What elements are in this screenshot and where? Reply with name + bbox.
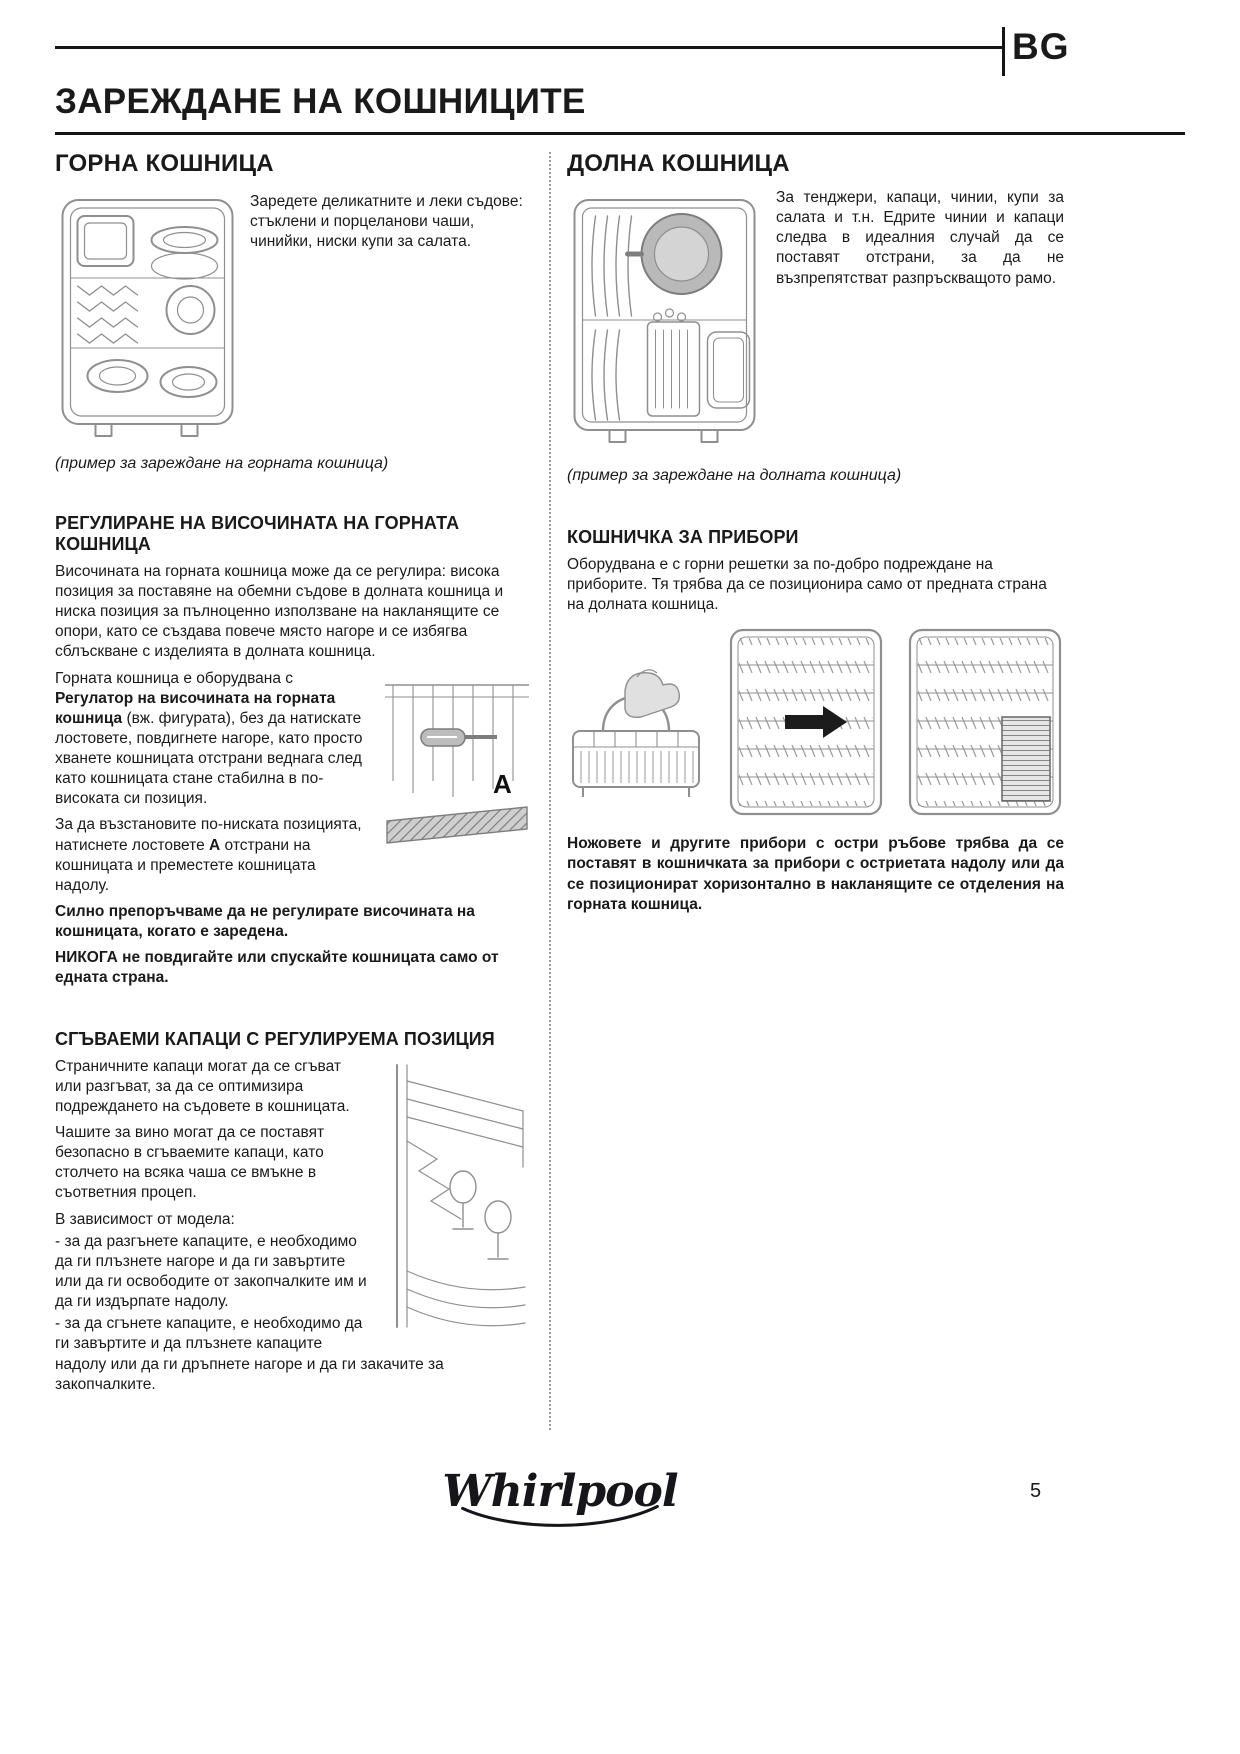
lower-basket-intro: За тенджери, капаци, чинии, купи за салата и т.н. Едрите чинии и капаци следва в идеалния случай да се поставят отстрани, за да не възпрепятстват разпръскващото рамо. (776, 189, 1064, 287)
cutlery-basket-intro: Оборудвана е с горни решетки за по-добро подреждане на приборите. Тя трябва да се позиционира само от предната страна на долната кошница. (567, 555, 1047, 614)
foldable-flaps-p2: Чашите за вино могат да се поставят безопасно в сгъваемите капаци, като столчето на всяка чаша се вмъкне в съответния процеп. (55, 1124, 325, 1202)
upper-basket-intro: Заредете деликатните и леки съдове: стъклени и порцеланови чаши, чинийки, ниски купи за салата. (250, 193, 523, 251)
p3-prefix: За да възстановите по-ниската позицията, натиснете лостовете (55, 816, 362, 854)
p2-bold-term: Регулатор на височината на горната кошница (55, 689, 336, 727)
left-column (55, 150, 533, 1401)
lower-basket-heading: ДОЛНА КОШНИЦА (567, 150, 790, 177)
figure-label-a: A (493, 768, 512, 799)
cutlery-rack-slide-figure (727, 625, 885, 820)
language-divider-bar (1002, 27, 1005, 76)
foldable-flaps-p1: Страничните капаци могат да се сгъват или разгъват, за да се оптимизира подреждането на съдовете в кошницата. (55, 1057, 350, 1115)
whirlpool-logo-text: Whirlpool (442, 1466, 678, 1517)
upper-basket-media (55, 188, 533, 446)
header-rule (55, 46, 1002, 49)
height-adjustment-warning2: НИКОГА не повдигайте или спускайте кошницата само от едната страна. (55, 949, 499, 987)
height-adjustment-figure (381, 671, 533, 859)
cutlery-figures-row (567, 625, 1064, 820)
foldable-flaps-item2: - за да сгънете капаците, е необходимо да ги завъртите и да плъзнете капаците надолу или да ги дръпнете нагоре и да ги закачите за закопчалките. (55, 1315, 444, 1393)
lower-basket-figure (567, 190, 762, 452)
p2-suffix: (вж. фигурата), без да натискате лостовете, повдигнете нагоре, като просто хванете кошницата отстрани веднага след като кошницата стане стабилна в по-високата си позиция. (55, 709, 363, 808)
p3-suffix: отстрани на кошницата и преместете кошницата надолу. (55, 836, 316, 894)
cutlery-basket-warning: Ножовете и другите прибори с остри ръбове трябва да се поставят в кошничката за прибори с остриетата надолу или да се позиционират хоризонтално в накланящите се отделения на горната кошница. (567, 835, 1064, 913)
foldable-flaps-figure (383, 1059, 533, 1334)
upper-basket-figure (55, 188, 240, 446)
p3-lever-label: A (209, 836, 221, 854)
foldable-flaps-p3: В зависимост от модела: (55, 1210, 235, 1228)
section-upper-basket (55, 150, 533, 475)
p2-prefix: Горната кошница е оборудвана с (55, 669, 294, 687)
upper-basket-caption: (пример за зареждане на горната кошница) (55, 455, 389, 472)
language-badge: BG (1012, 26, 1070, 67)
lower-basket-caption: (пример за зареждане на долната кошница) (567, 467, 902, 484)
whirlpool-logo (440, 1466, 680, 1530)
page-title: ЗАРЕЖДАНЕ НА КОШНИЦИТЕ (55, 82, 586, 121)
height-adjustment-p1: Височината на горната кошница може да се регулира: висока позиция за поставяне на обемни съдове в долната кошница и ниска позиция за пълноценно използване на накланящите се опори, като се създава повече място нагоре и се избягва сблъскване с изделията в долната кошница. (55, 562, 504, 661)
title-rule (55, 132, 1185, 135)
upper-basket-heading: ГОРНА КОШНИЦА (55, 150, 274, 177)
cutlery-rack-placed-figure (906, 625, 1064, 820)
section-lower-basket (567, 150, 1064, 487)
section-cutlery-basket (567, 527, 1064, 915)
page-number: 5 (1030, 1480, 1042, 1502)
foldable-flaps-item1: - за да разгънете капаците, е необходимо да ги плъзнете нагоре и да ги завъртите или да ги освободите от закопчалките им и да ги издърпате надолу. (55, 1232, 367, 1311)
foldable-flaps-heading: СГЪВАЕМИ КАПАЦИ С РЕГУЛИРУЕМА ПОЗИЦИЯ (55, 1028, 495, 1049)
section-foldable-flaps (55, 1029, 533, 1401)
height-adjustment-heading: РЕГУЛИРАНЕ НА ВИСОЧИНАТА НА ГОРНАТА КОШНИЦА (55, 512, 460, 554)
section-height-adjustment (55, 513, 533, 995)
height-adjustment-warning1: Силно препоръчваме да не регулирате височината на кошницата, когато е заредена. (55, 903, 475, 941)
cutlery-basket-hand-figure (567, 645, 705, 820)
cutlery-basket-heading: КОШНИЧКА ЗА ПРИБОРИ (567, 526, 799, 547)
column-divider (549, 152, 551, 1430)
right-column (567, 150, 1064, 921)
